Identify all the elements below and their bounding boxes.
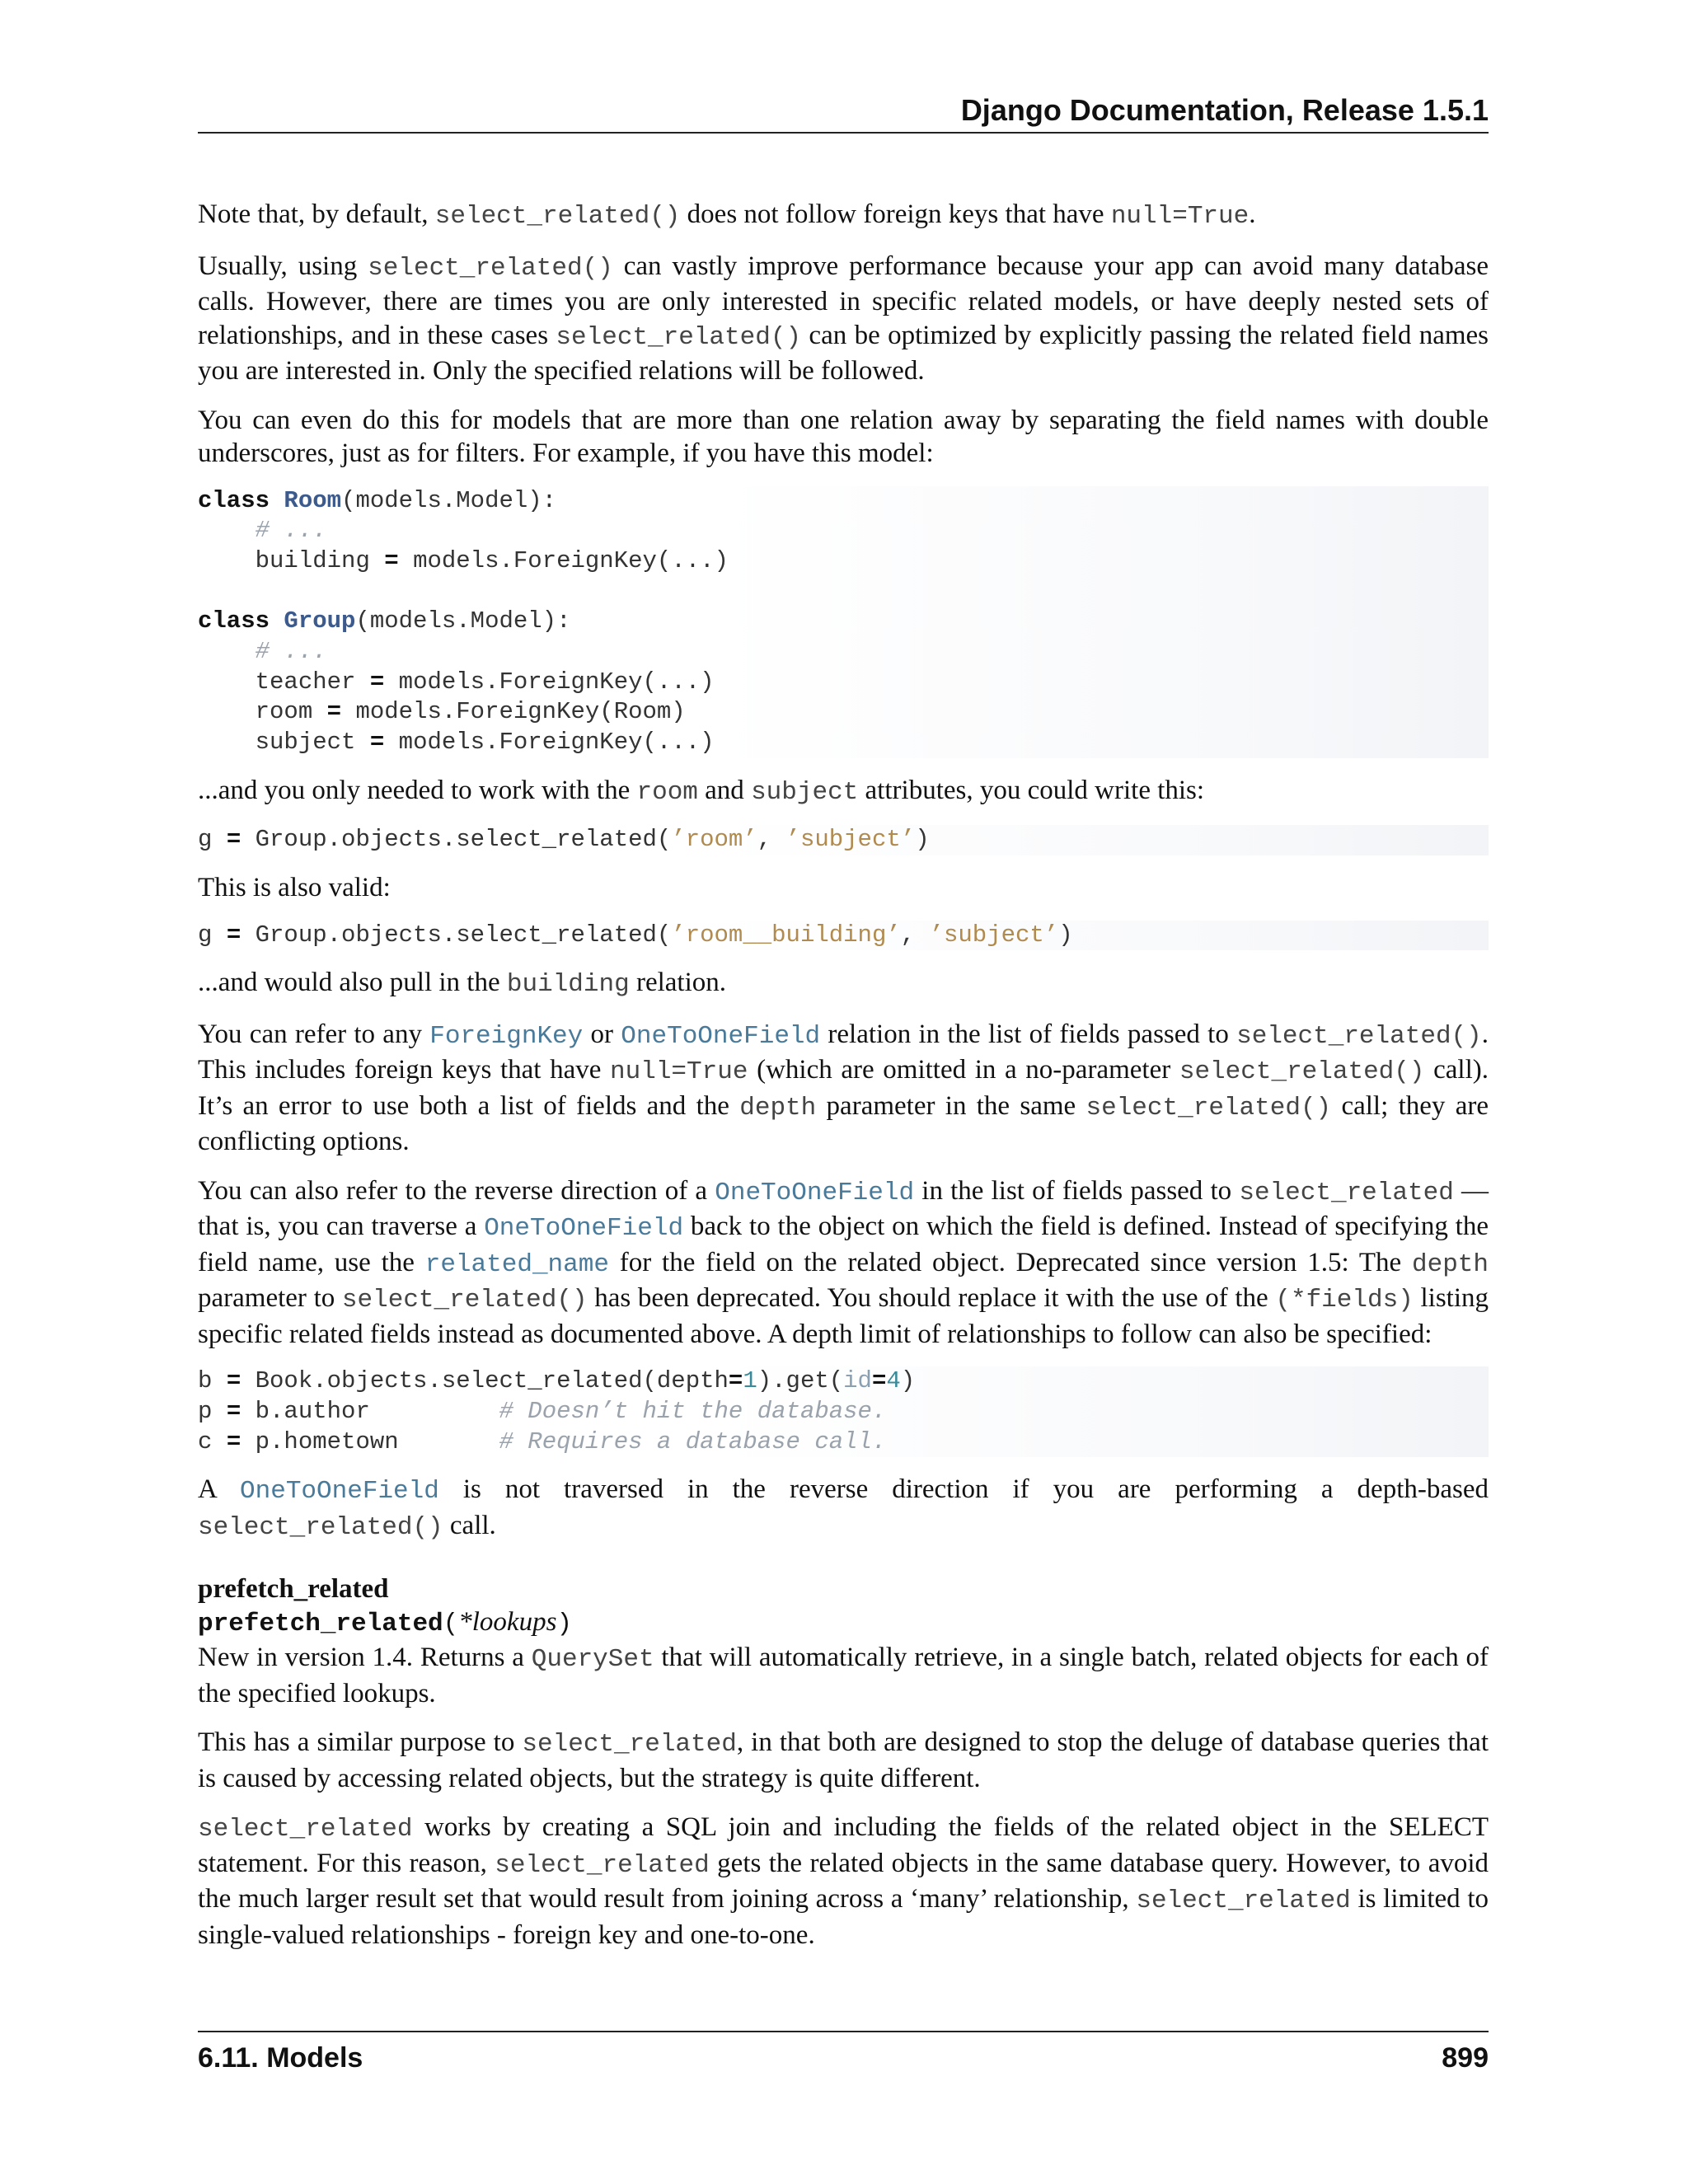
paragraph: You can refer to any ForeignKey or OneToOneField relation in the list of fields passed to select_related(). This includes foreign keys that have null=True (which are omitted in a no-parameter select_related() call). It’s an error to use both a list of fields and the depth parameter in the same select_related() call; they are conflicting options. — [198, 1019, 1489, 1157]
code-block-models: class Room(models.Model): # ... building = models.ForeignKey(...) class Group(models.Model): # ... teacher = models.ForeignKey(...) room = models.ForeignKey(Room) subject = models.ForeignKey(...) — [198, 486, 1489, 758]
paragraph: This is also valid: — [198, 873, 391, 903]
foreignkey-link[interactable]: ForeignKey — [429, 1021, 584, 1051]
paragraph: select_related works by creating a SQL join and including the fields of the related object in the SELECT statement. For this reason, select_related gets the related objects in the same database query. However, to avoid the much larger result set that would result from joining across a ‘many’ relationship, select_related is limited to single-valued relationships - foreign key and one-to-one. — [198, 1812, 1489, 1950]
footer-section: 6.11. Models — [198, 2042, 363, 2074]
code-block-depth: b = Book.objects.select_related(depth=1).get(id=4) p = b.author # Doesn’t hit the database. c = p.hometown # Requires a database call. — [198, 1366, 1489, 1457]
related-name-link[interactable]: related_name — [424, 1249, 609, 1279]
paragraph: New in version 1.4. Returns a QuerySet that will automatically retrieve, in a single batch, related objects for each of the specified lookups. — [198, 1643, 1489, 1708]
onetoonefield-link[interactable]: OneToOneField — [621, 1021, 821, 1051]
code-block-select-related-building: g = Group.objects.select_related(’room__building’, ’subject’) — [198, 921, 1489, 951]
paragraph: A OneToOneField is not traversed in the reverse direction if you are performing a depth-based select_related() call. — [198, 1474, 1489, 1542]
document-page — [198, 0, 1489, 2184]
paragraph: You can also refer to the reverse direction of a OneToOneField in the list of fields passed to select_related — that is, you can traverse a OneToOneField back to the object on which the field is defined. Instead of specifying the field name, use the related_name for the field on the related object. Deprecated since version 1.5: The depth parameter to select_related() has been deprecated. You should replace it with the use of the (*fields) listing specific related fields instead as documented above. A depth limit of relationships to follow can also be specified: — [198, 1175, 1489, 1349]
code-block-select-related: g = Group.objects.select_related(’room’, ’subject’) — [198, 825, 1489, 855]
running-header: Django Documentation, Release 1.5.1 — [198, 92, 1489, 134]
method-signature: prefetch_related(*lookups) — [198, 1607, 573, 1639]
paragraph: Note that, by default, select_related() does not follow foreign keys that have null=True. — [198, 199, 1256, 231]
paragraph: You can even do this for models that are more than one relation away by separating the field names with double underscores, just as for filters. For example, if you have this model: — [198, 405, 1489, 468]
page-number: 899 — [1442, 2042, 1489, 2074]
page-body — [198, 198, 1489, 1967]
onetoonefield-link[interactable]: OneToOneField — [240, 1477, 439, 1507]
onetoonefield-link[interactable]: OneToOneField — [484, 1214, 684, 1244]
paragraph: Usually, using select_related() can vastly improve performance because your app can avoid many database calls. However, there are times you are only interested in specific related models, or have deeply nested sets of relationships, and in these cases select_related() can be optimized by explicitly passing the related field names you are interested in. Only the specified relations will be followed. — [198, 251, 1489, 386]
paragraph: ...and you only needed to work with the room and subject attributes, you could write this: — [198, 775, 1205, 807]
onetoonefield-link[interactable]: OneToOneField — [715, 1178, 915, 1207]
page-footer — [198, 2031, 1489, 2075]
paragraph: This has a similar purpose to select_related, in that both are designed to stop the deluge of database queries that is caused by accessing related objects, but the strategy is quite different. — [198, 1727, 1489, 1793]
paragraph: ...and would also pull in the building relation. — [198, 968, 727, 1000]
section-title: prefetch_related — [198, 1574, 389, 1605]
